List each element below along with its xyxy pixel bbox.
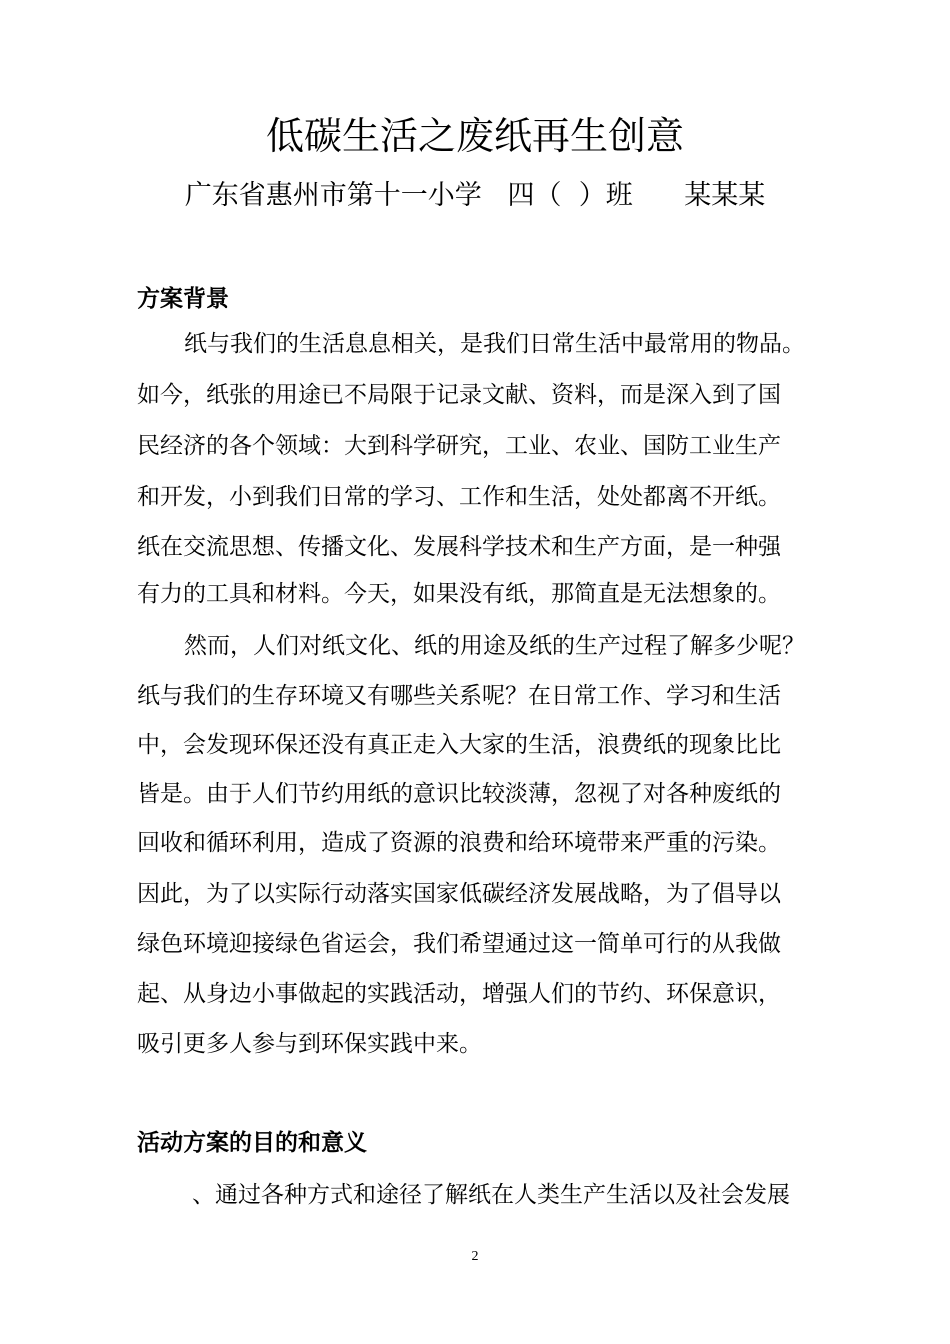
paragraph-line: 吸引更多人参与到环保实践中来。 bbox=[137, 1031, 482, 1057]
paragraph-line: 民经济的各个领域：大到科学研究，工业、农业、国防工业生产 bbox=[137, 433, 781, 459]
paragraph-line: 和开发，小到我们日常的学习、工作和生活，处处都离不开纸。 bbox=[137, 484, 781, 510]
paragraph-line: 纸与我们的生存环境又有哪些关系呢？在日常工作、学习和生活 bbox=[137, 683, 781, 709]
paragraph-line: 因此，为了以实际行动落实国家低碳经济发展战略，为了倡导以 bbox=[137, 881, 781, 907]
document-subtitle: 广东省惠州市第十一小学 四（ ）班 某某某 bbox=[184, 180, 766, 211]
paragraph-line: 绿色环境迎接绿色省运会，我们希望通过这一简单可行的从我做 bbox=[137, 931, 781, 957]
paragraph-line: 然而，人们对纸文化、纸的用途及纸的生产过程了解多少呢？ bbox=[184, 633, 805, 659]
page-number: 2 bbox=[471, 1249, 479, 1264]
paragraph-line: 皆是。由于人们节约用纸的意识比较淡薄，忽视了对各种废纸的 bbox=[137, 781, 781, 807]
section-heading-purpose: 活动方案的目的和意义 bbox=[137, 1130, 367, 1156]
paragraph-line: 有力的工具和材料。今天，如果没有纸，那简直是无法想象的。 bbox=[137, 581, 781, 607]
paragraph-line: 如今，纸张的用途已不局限于记录文献、资料，而是深入到了国 bbox=[137, 382, 781, 408]
paragraph-line: 中，会发现环保还没有真正走入大家的生活，浪费纸的现象比比 bbox=[137, 732, 781, 758]
paragraph-line: 纸与我们的生活息息相关，是我们日常生活中最常用的物品。 bbox=[184, 331, 805, 357]
section-heading-background: 方案背景 bbox=[137, 286, 229, 312]
document-title: 低碳生活之废纸再生创意 bbox=[265, 114, 684, 158]
paragraph-line: 纸在交流思想、传播文化、发展科学技术和生产方面，是一种强 bbox=[137, 534, 781, 560]
paragraph-line: 回收和循环利用，造成了资源的浪费和给环境带来严重的污染。 bbox=[137, 830, 781, 856]
paragraph-line: 、通过各种方式和途径了解纸在人类生产生活以及社会发展 bbox=[192, 1182, 790, 1208]
paragraph-line: 起、从身边小事做起的实践活动，增强人们的节约、环保意识， bbox=[137, 981, 781, 1007]
